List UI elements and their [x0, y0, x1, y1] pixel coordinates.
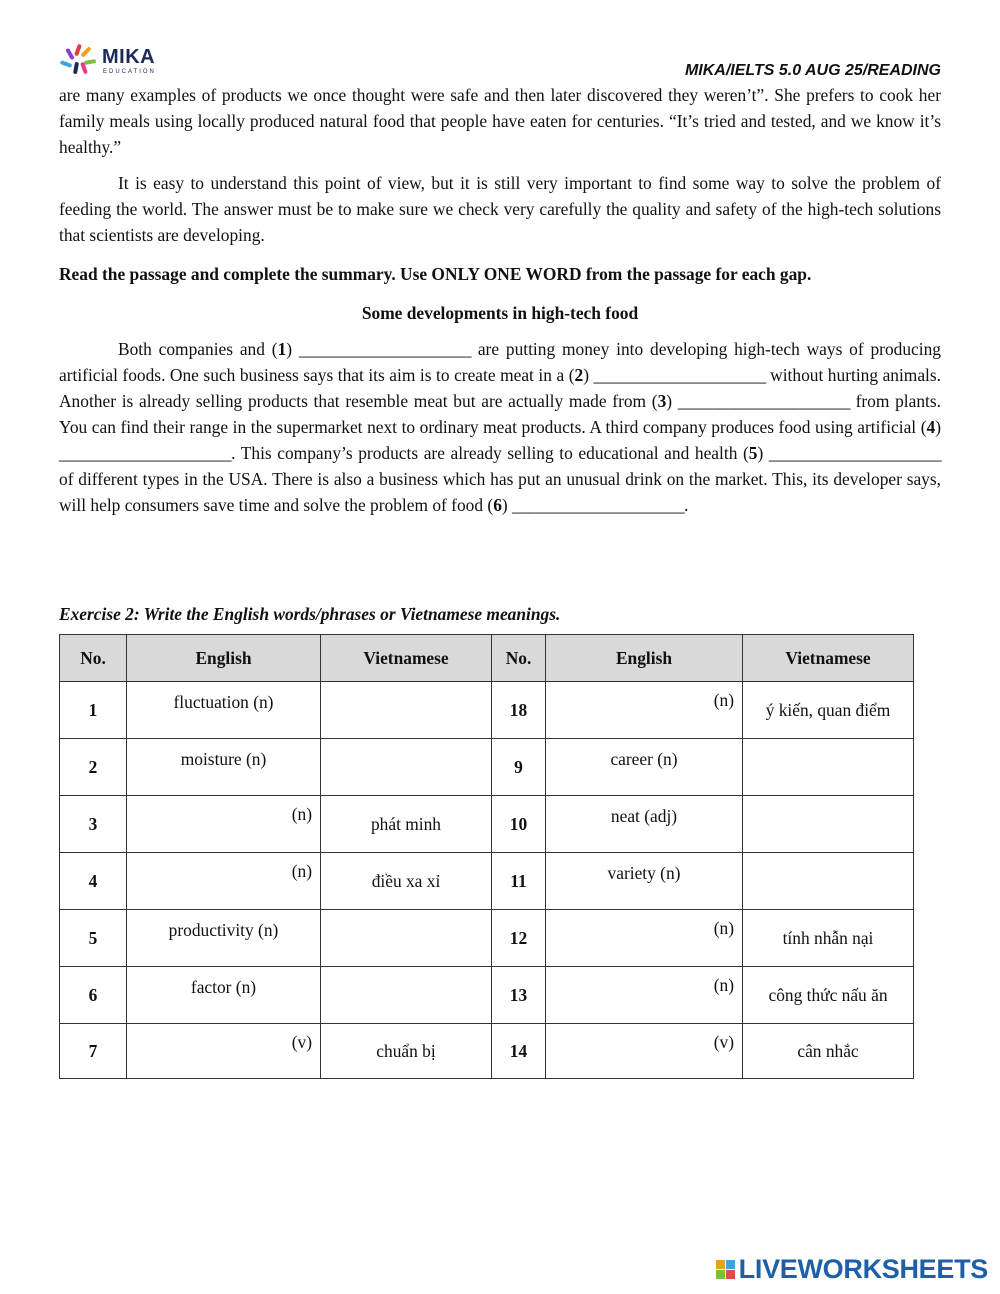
gap-number-6: 6 — [493, 495, 502, 515]
english-answer-cell[interactable]: (n) — [546, 967, 743, 1024]
block-e — [726, 1270, 735, 1279]
header-no-left: No. — [60, 635, 127, 682]
gap-number-5: 5 — [748, 443, 758, 463]
block-v — [716, 1270, 725, 1279]
vietnamese-answer-cell[interactable] — [321, 910, 492, 967]
row-number: 11 — [492, 853, 546, 910]
table-row — [60, 682, 914, 739]
gap-5-blank[interactable]: _____________________ — [768, 443, 942, 463]
row-number: 13 — [492, 967, 546, 1024]
english-answer-cell[interactable]: (n) — [546, 682, 743, 739]
gap-number-2: 2 — [574, 365, 584, 385]
english-answer-cell[interactable]: (n) — [546, 910, 743, 967]
header-no-right: No. — [492, 635, 546, 682]
row-number: 5 — [60, 910, 127, 967]
row-number: 10 — [492, 796, 546, 853]
row-number: 6 — [60, 967, 127, 1024]
english-answer-cell[interactable]: (n) — [127, 853, 321, 910]
header-english-right: English — [546, 635, 743, 682]
english-answer-cell[interactable]: (n) — [127, 796, 321, 853]
gap-number-1: 1 — [277, 339, 287, 359]
table-row — [60, 853, 914, 910]
summary-paragraph: Both companies and (1) _____________________ are putting money into developing high-tech ways of producing artificial foods. One such business says that its aim is to create meat in a (2) _____________________ without hurting animals. Another is already selling products that resemble meat but are actually made from (3) _____________________ from plants. You can find their range in the supermarket next to ordinary meat products. A third company produces food using artificial (4) _____________________. This company’s products are already selling to educational and health (5) _____________________ of different types in the USA. There is also a business which has put an unusual drink on the market. This, its developer says, will help consumers save time and solve the problem of food (6) _____________________. — [59, 339, 942, 515]
vietnamese-answer-cell[interactable] — [743, 853, 914, 910]
vietnamese-cell: chuẩn bị — [321, 1024, 492, 1079]
row-number: 4 — [60, 853, 127, 910]
header-vietnamese-left: Vietnamese — [321, 635, 492, 682]
table-header-row — [60, 635, 914, 682]
table-row — [60, 910, 914, 967]
vietnamese-cell: công thức nấu ăn — [743, 967, 914, 1024]
vietnamese-answer-cell[interactable] — [321, 967, 492, 1024]
vietnamese-cell: điều xa xỉ — [321, 853, 492, 910]
summary-title: Some developments in high-tech food — [361, 303, 639, 323]
liveworksheets-logo[interactable] — [716, 1252, 988, 1286]
gap-1-blank[interactable]: _____________________ — [298, 339, 471, 359]
english-answer-cell[interactable]: (v) — [127, 1024, 321, 1079]
english-cell: career (n) — [546, 739, 743, 796]
english-cell: moisture (n) — [127, 739, 321, 796]
logo-mark-icon — [60, 42, 100, 80]
row-number: 2 — [60, 739, 127, 796]
row-number: 18 — [492, 682, 546, 739]
row-number: 3 — [60, 796, 127, 853]
gap-3-blank[interactable]: _____________________ — [677, 391, 850, 411]
english-answer-cell[interactable]: (v) — [546, 1024, 743, 1079]
vietnamese-answer-cell[interactable] — [743, 796, 914, 853]
logo-subtext: EDUCATION — [103, 69, 156, 75]
english-cell: neat (adj) — [546, 796, 743, 853]
passage-paragraph-1: are many examples of products we once thought were safe and then later discovered they weren’t”. She prefers to cook her family meals using locally produced natural food that people have eaten for centuries. “It’s tried and tested, and we know it’s healthy.” — [59, 85, 941, 157]
reading-content — [59, 82, 941, 518]
vietnamese-cell: ý kiến, quan điểm — [743, 682, 914, 739]
row-number: 12 — [492, 910, 546, 967]
vietnamese-cell: phát minh — [321, 796, 492, 853]
gap-4-blank[interactable]: _____________________ — [59, 443, 232, 463]
english-cell: fluctuation (n) — [127, 682, 321, 739]
passage-paragraph-2: It is easy to understand this point of view, but it is still very important to find some way to solve the problem of feeding the world. The answer must be to make sure we check very carefully the quality and safety of the high-tech solutions that scientists are developing. — [59, 173, 941, 245]
block-i — [726, 1260, 735, 1269]
gap-2-blank[interactable]: _____________________ — [593, 365, 766, 385]
vietnamese-cell: cân nhắc — [743, 1024, 914, 1079]
row-number: 9 — [492, 739, 546, 796]
vietnamese-answer-cell[interactable] — [321, 682, 492, 739]
row-number: 7 — [60, 1024, 127, 1079]
vietnamese-cell: tính nhẫn nại — [743, 910, 914, 967]
vocabulary-table — [59, 634, 914, 1079]
mika-logo — [60, 42, 170, 80]
logo-text: MIKA — [102, 46, 156, 68]
header-vietnamese-right: Vietnamese — [743, 635, 914, 682]
row-number: 14 — [492, 1024, 546, 1079]
liveworksheets-brand: LIVEWORKSHEETS — [738, 1253, 988, 1284]
summary-instruction: Read the passage and complete the summary. Use ONLY ONE WORD from the passage for each gap. — [59, 264, 812, 284]
table-row — [60, 967, 914, 1024]
document-code: MIKA/IELTS 5.0 AUG 25/READING — [684, 62, 941, 79]
row-number: 1 — [60, 682, 127, 739]
table-row — [60, 1024, 914, 1079]
header-english-left: English — [127, 635, 321, 682]
block-l — [716, 1260, 725, 1269]
table-row — [60, 796, 914, 853]
vietnamese-answer-cell[interactable] — [321, 739, 492, 796]
vietnamese-answer-cell[interactable] — [743, 739, 914, 796]
liveworksheets-blocks-icon — [716, 1260, 735, 1279]
gap-number-3: 3 — [657, 391, 667, 411]
english-cell: variety (n) — [546, 853, 743, 910]
gap-number-4: 4 — [926, 417, 936, 437]
table-row — [60, 739, 914, 796]
english-cell: factor (n) — [127, 967, 321, 1024]
gap-6-blank[interactable]: _____________________ — [512, 495, 685, 515]
exercise-2-title: Exercise 2: Write the English words/phrases or Vietnamese meanings. — [59, 604, 561, 624]
english-cell: productivity (n) — [127, 910, 321, 967]
